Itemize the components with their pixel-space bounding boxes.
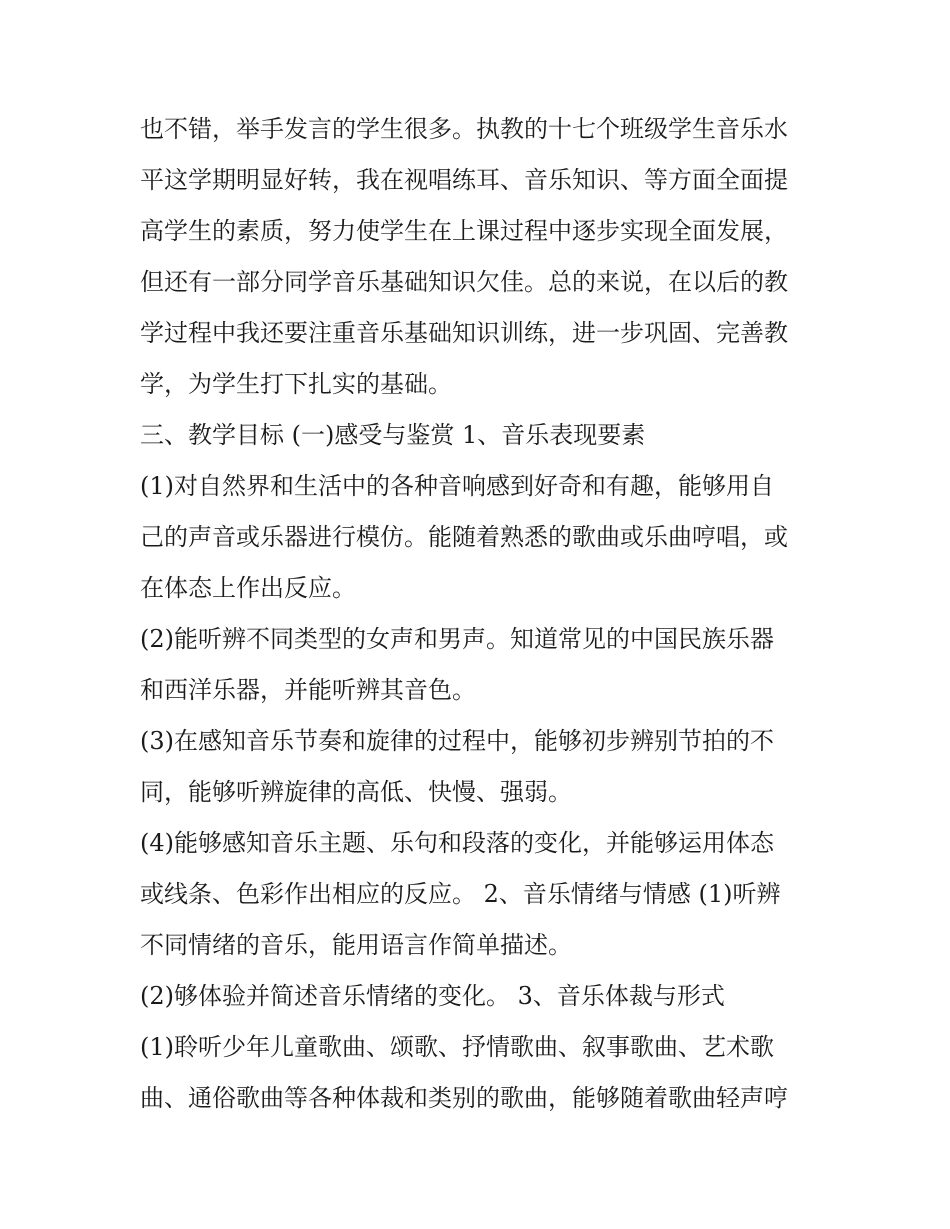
text-line: 平这学期明显好转，我在视唱练耳、音乐知识、等方面全面提 [140,166,788,194]
section-heading-line: 三、教学目标 (一)感受与鉴赏 1、音乐表现要素 [140,421,646,449]
text-line: 和西洋乐器，并能听辨其音色。 [140,676,476,704]
text-line: 在体态上作出反应。 [140,574,356,602]
text-line: (2)能听辨不同类型的女声和男声。知道常见的中国民族乐器 [140,625,774,653]
text-line: (2)够体验并简述音乐情绪的变化。 3、音乐体裁与形式 [140,982,725,1010]
text-line: (1)聆听少年儿童歌曲、颂歌、抒情歌曲、叙事歌曲、艺术歌 [140,1033,774,1061]
text-line: 不同情绪的音乐，能用语言作简单描述。 [140,931,572,959]
text-line: 或线条、色彩作出相应的反应。 2、音乐情绪与情感 (1)听辨 [140,880,781,908]
text-line: 也不错，举手发言的学生很多。执教的十七个班级学生音乐水 [140,115,788,143]
text-line: 但还有一部分同学音乐基础知识欠佳。总的来说，在以后的教 [140,268,788,296]
text-line: 曲、通俗歌曲等各种体裁和类别的歌曲，能够随着歌曲轻声哼 [140,1084,788,1112]
body-text [140,104,820,1124]
text-line: 高学生的素质，努力使学生在上课过程中逐步实现全面发展， [140,217,788,245]
text-line: 己的声音或乐器进行模仿。能随着熟悉的歌曲或乐曲哼唱，或 [140,523,788,551]
text-line: 学过程中我还要注重音乐基础知识训练，进一步巩固、完善教 [140,319,788,347]
text-line: (4)能够感知音乐主题、乐句和段落的变化，并能够运用体态 [140,829,774,857]
text-line: (1)对自然界和生活中的各种音响感到好奇和有趣，能够用自 [140,472,774,500]
text-line: (3)在感知音乐节奏和旋律的过程中，能够初步辨别节拍的不 [140,727,774,755]
text-line: 学，为学生打下扎实的基础。 [140,370,452,398]
text-line: 同，能够听辨旋律的高低、快慢、强弱。 [140,778,572,806]
